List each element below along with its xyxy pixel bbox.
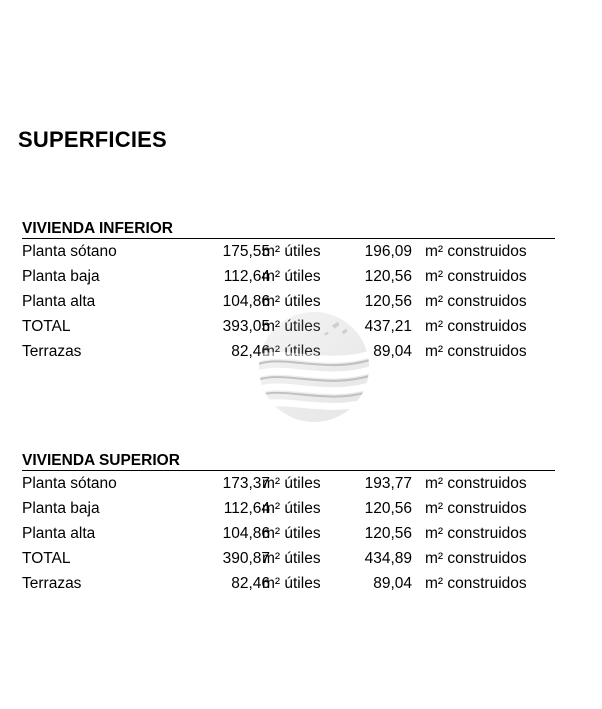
- cons-value: 89,04: [373, 575, 412, 592]
- cons-unit: m² construidos: [425, 268, 527, 285]
- row-label: TOTAL: [22, 550, 71, 567]
- cons-value: 120,56: [364, 293, 412, 310]
- util-unit: m² útiles: [262, 243, 321, 260]
- util-value: 82,46: [231, 575, 270, 592]
- table-row: [22, 289, 555, 314]
- table-row: [22, 314, 555, 339]
- cons-unit: m² construidos: [425, 293, 527, 310]
- table-row: [22, 571, 555, 596]
- row-label: Planta sótano: [22, 475, 117, 492]
- cons-unit: m² construidos: [425, 525, 527, 542]
- cons-unit: m² construidos: [425, 500, 527, 517]
- util-value: 82,46: [231, 343, 270, 360]
- table-row: [22, 239, 555, 264]
- util-unit: m² útiles: [262, 550, 321, 567]
- cons-value: 120,56: [364, 500, 412, 517]
- util-value: 393,05: [222, 318, 270, 335]
- util-unit: m² útiles: [262, 525, 321, 542]
- cons-value: 434,89: [364, 550, 412, 567]
- util-value: 390,87: [222, 550, 270, 567]
- cons-value: 196,09: [364, 243, 412, 260]
- page-title: SUPERFICIES: [18, 127, 167, 152]
- row-label: Terrazas: [22, 343, 82, 360]
- util-value: 112,64: [223, 500, 270, 517]
- util-unit: m² útiles: [262, 500, 321, 517]
- cons-unit: m² construidos: [425, 575, 527, 592]
- section-title: VIVIENDA INFERIOR: [22, 219, 555, 239]
- cons-unit: m² construidos: [425, 343, 527, 360]
- util-value: 112,64: [223, 268, 270, 285]
- table-row: [22, 471, 555, 496]
- cons-value: 193,77: [364, 475, 412, 492]
- table-row: [22, 496, 555, 521]
- cons-value: 120,56: [364, 268, 412, 285]
- util-value: 104,86: [222, 293, 270, 310]
- table-row: [22, 339, 555, 364]
- table-row: [22, 264, 555, 289]
- cons-value: 120,56: [364, 525, 412, 542]
- cons-value: 437,21: [364, 318, 412, 335]
- row-label: Planta alta: [22, 525, 96, 542]
- util-value: 175,55: [222, 243, 270, 260]
- cons-unit: m² construidos: [425, 475, 527, 492]
- util-unit: m² útiles: [262, 343, 321, 360]
- util-unit: m² útiles: [262, 575, 321, 592]
- section-vivienda-superior: [22, 451, 555, 596]
- util-value: 173,37: [222, 475, 270, 492]
- util-value: 104,86: [222, 525, 270, 542]
- util-unit: m² útiles: [262, 293, 321, 310]
- row-label: TOTAL: [22, 318, 71, 335]
- cons-unit: m² construidos: [425, 550, 527, 567]
- row-label: Planta alta: [22, 293, 96, 310]
- row-label: Planta baja: [22, 268, 100, 285]
- row-label: Planta baja: [22, 500, 100, 517]
- cons-value: 89,04: [373, 343, 412, 360]
- util-unit: m² útiles: [262, 318, 321, 335]
- util-unit: m² útiles: [262, 475, 321, 492]
- table-row: [22, 546, 555, 571]
- row-label: Planta sótano: [22, 243, 117, 260]
- util-unit: m² útiles: [262, 268, 321, 285]
- row-label: Terrazas: [22, 575, 82, 592]
- cons-unit: m² construidos: [425, 318, 527, 335]
- section-vivienda-inferior: [22, 219, 555, 364]
- section-title: VIVIENDA SUPERIOR: [22, 451, 555, 471]
- table-row: [22, 521, 555, 546]
- cons-unit: m² construidos: [425, 243, 527, 260]
